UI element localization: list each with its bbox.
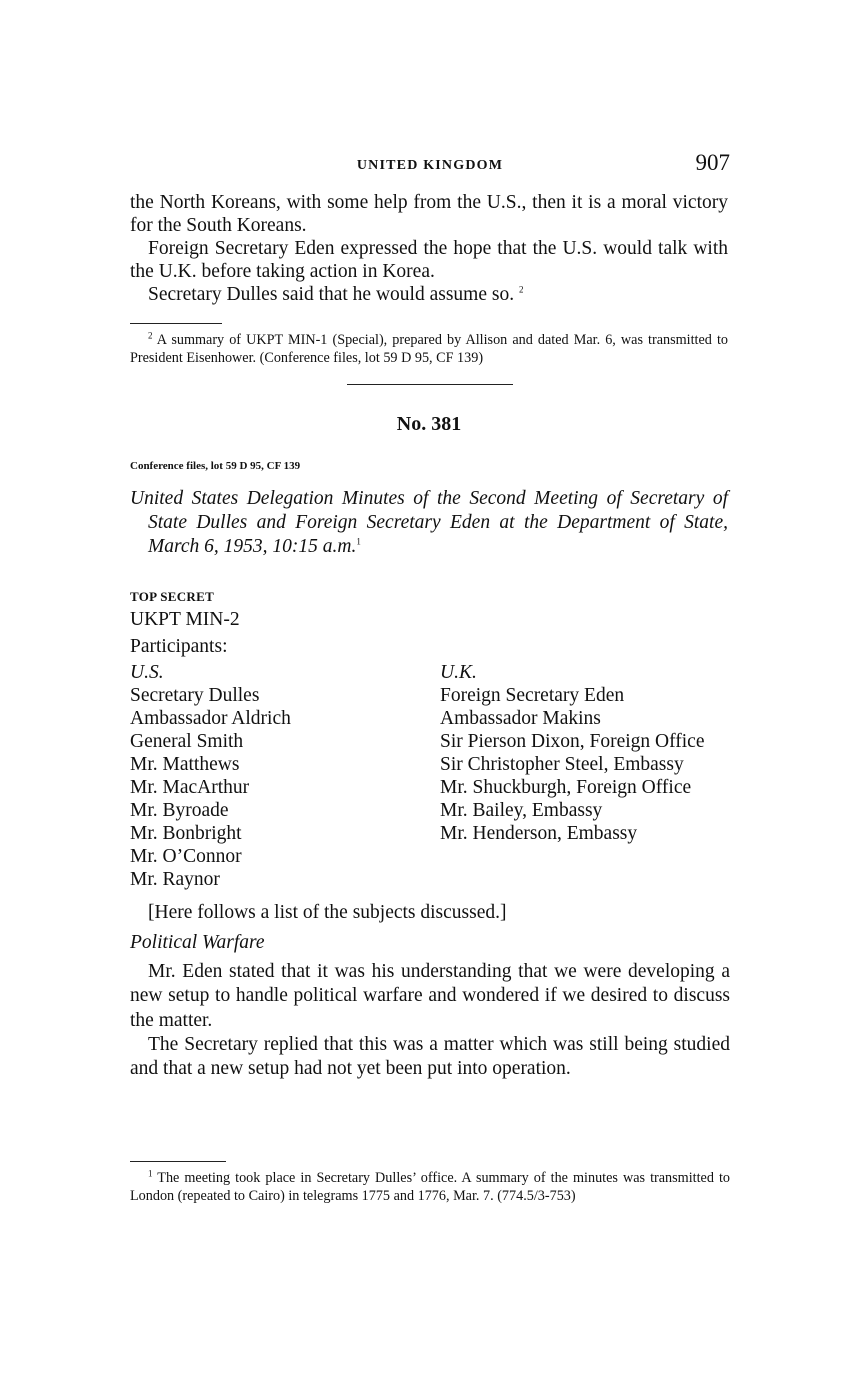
participant-name: Ambassador Aldrich: [130, 708, 291, 729]
footnote-reference: 2: [518, 284, 524, 295]
participants-uk-column: [440, 661, 740, 845]
participant-name: Mr. MacArthur: [130, 777, 250, 798]
participants-uk-heading: U.K.: [440, 662, 477, 683]
participant-name: General Smith: [130, 731, 244, 752]
page-number: 907: [695, 150, 730, 175]
participant-name: Foreign Secretary Eden: [440, 685, 625, 706]
footnote-marker: 2: [148, 330, 153, 341]
document-title: [130, 487, 728, 559]
continuation-text: [130, 191, 728, 306]
participant-name: Mr. Bonbright: [130, 823, 242, 844]
footnote-marker: 1: [148, 1168, 153, 1179]
participant-name: Sir Pierson Dixon, Foreign Office: [440, 731, 705, 752]
footnote-2: [130, 331, 728, 367]
editorial-note: [Here follows a list of the subjects discussed.]: [148, 902, 507, 923]
section-heading: Political Warfare: [130, 932, 265, 953]
source-citation: Conference files, lot 59 D 95, CF 139: [130, 460, 301, 472]
footnote-reference: 1: [356, 536, 361, 547]
participant-name: Mr. Raynor: [130, 869, 220, 890]
participant-name: Mr. Matthews: [130, 754, 240, 775]
continuation-paragraph: Foreign Secretary Eden expressed the hope that the U.S. would talk with the U.K. before taking action in Korea.: [130, 238, 728, 282]
participants-heading: Participants:: [130, 636, 228, 657]
section-body: [130, 960, 730, 1081]
running-head-title: UNITED KINGDOM: [356, 158, 504, 173]
participant-name: Mr. Byroade: [130, 800, 229, 821]
continuation-last-sentence: Secretary Dulles said that he would assume so.: [148, 284, 515, 305]
participant-name: Secretary Dulles: [130, 685, 260, 706]
running-head: [130, 150, 730, 182]
participant-name: Ambassador Makins: [440, 708, 601, 729]
section-paragraph: The Secretary replied that this was a matter which was still being studied and that a new setup had not yet been put into operation.: [130, 1033, 730, 1080]
document-id: UKPT MIN-2: [130, 609, 240, 630]
footnote-separator: [130, 1161, 226, 1162]
participant-name: Sir Christopher Steel, Embassy: [440, 754, 684, 775]
footnote-separator: [130, 323, 222, 324]
footnote-1: [130, 1169, 730, 1205]
participants-us-column: [130, 661, 420, 891]
section-paragraph: Mr. Eden stated that it was his understanding that we were developing a new setup to handle political warfare and wondered if we desired to discuss the matter.: [130, 961, 730, 1031]
continuation-paragraph: the North Koreans, with some help from the U.S., then it is a moral victory for the South Koreans.: [130, 192, 728, 236]
participants-us-heading: U.S.: [130, 662, 164, 683]
document-title-text: United States Delegation Minutes of the Second Meeting of Secretary of State Dulles and Foreign Secretary Eden at the Department of State, March 6, 1953, 10:15 a.m.: [130, 488, 728, 557]
participant-name: Mr. Henderson, Embassy: [440, 823, 638, 844]
continuation-paragraph: [130, 283, 728, 306]
footnote-text: A summary of UKPT MIN-1 (Special), prepared by Allison and dated Mar. 6, was transmitted to President Eisenhower. (Conference files, lot 59 D 95, CF 139): [130, 332, 728, 366]
participant-name: Mr. O’Connor: [130, 846, 242, 867]
document-number: No. 381: [396, 413, 462, 435]
participant-name: Mr. Bailey, Embassy: [440, 800, 603, 821]
classification-label: TOP SECRET: [130, 589, 215, 604]
participant-name: Mr. Shuckburgh, Foreign Office: [440, 777, 692, 798]
document-separator: [347, 384, 513, 385]
footnote-text: The meeting took place in Secretary Dulles’ office. A summary of the minutes was transmitted to London (repeated to Cairo) in telegrams 1775 and 1776, Mar. 7. (774.5/3-753): [130, 1170, 730, 1204]
